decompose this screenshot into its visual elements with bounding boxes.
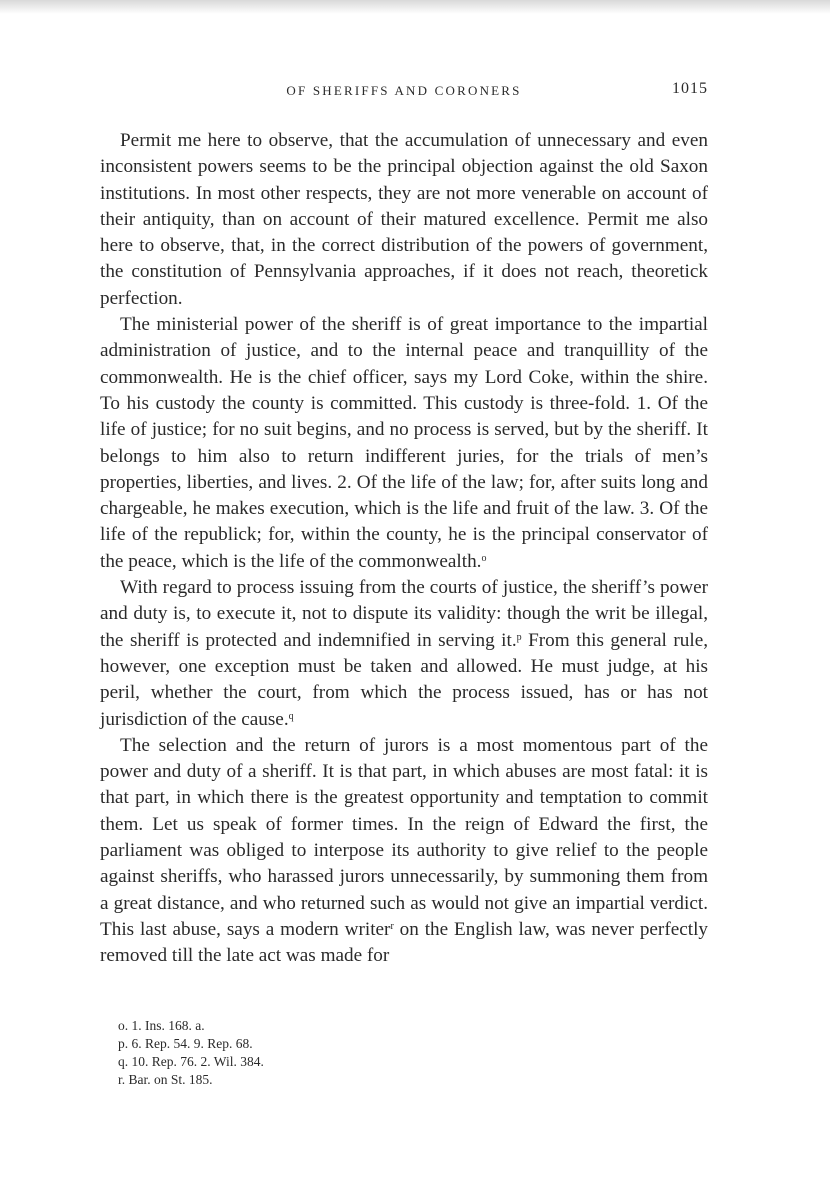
running-head (100, 80, 708, 100)
footnote-marker: o (481, 552, 487, 564)
body-text (100, 128, 708, 970)
paragraph-text: With regard to process issuing from the courts of justice, the sheriff’s power and duty is, to execute it, not to dispute its validity: though the writ be illegal, the sheriff is protected and indemnified in serving it. (100, 577, 708, 651)
paragraph (100, 128, 708, 312)
footnote-marker: q (288, 710, 294, 722)
paragraph (100, 733, 708, 970)
paragraph (100, 575, 708, 733)
paragraph-text: The ministerial power of the sheriff is of great importance to the impartial administration of justice, and to the internal peace and tranquillity of the commonwealth. He is the chief officer, says my Lord Coke, within the shire. To his custody the county is committed. This custody is three-fold. 1. Of the life of justice; for no suit begins, and no process is served, but by the sheriff. It belongs to him also to return indifferent juries, for the trials of men’s properties, liberties, and lives. 2. Of the life of the law; for, after suits long and chargeable, he makes execution, which is the life and fruit of the law. 3. Of the life of the republick; for, within the county, he is the principal conservator of the peace, which is the life of the commonwealth. (100, 314, 708, 572)
paragraph-text: on the English law, was never perfectly removed till the late act was made for (100, 918, 708, 967)
footnote: p. 6. Rep. 54. 9. Rep. 68. (118, 1036, 253, 1051)
footnote: q. 10. Rep. 76. 2. Wil. 384. (118, 1054, 264, 1069)
paragraph-text: From this general rule, however, one exception must be taken and allowed. He must judge, at his peril, whether the court, from which the process issued, has or has not jurisdiction of the cause. (100, 629, 709, 730)
paragraph (100, 312, 708, 575)
footnote-marker: r (390, 920, 394, 932)
paragraph-text: Permit me here to observe, that the accumulation of unnecessary and even inconsistent powers seems to be the principal objection against the old Saxon institutions. In most other respects, they are not more venerable on account of their antiquity, than on account of their matured excellence. Permit me also here to observe, that, in the correct distribution of the powers of government, the constitution of Pennsylvania approaches, if it does not reach, theoretick perfection. (100, 130, 708, 309)
footnote-marker: p (516, 631, 522, 643)
page-edge (0, 0, 830, 14)
footnote: o. 1. Ins. 168. a. (118, 1018, 205, 1033)
running-title: OF SHERIFFS AND CORONERS (286, 83, 522, 98)
paragraph-text: The selection and the return of jurors is a most momentous part of the power and duty of a sheriff. It is that part, in which abuses are most fatal: it is that part, in which there is the greatest opportunity and temptation to commit them. Let us speak of former times. In the reign of Edward the first, the parliament was obliged to interpose its authority to give relief to the people against sheriffs, who harassed jurors unnecessarily, by summoning them from a great distance, and who returned such as would not give an impartial verdict. This last abuse, says a modern writer (100, 734, 708, 940)
footnote: r. Bar. on St. 185. (118, 1072, 213, 1087)
footnotes (118, 1017, 708, 1089)
page-number: 1015 (672, 80, 708, 97)
